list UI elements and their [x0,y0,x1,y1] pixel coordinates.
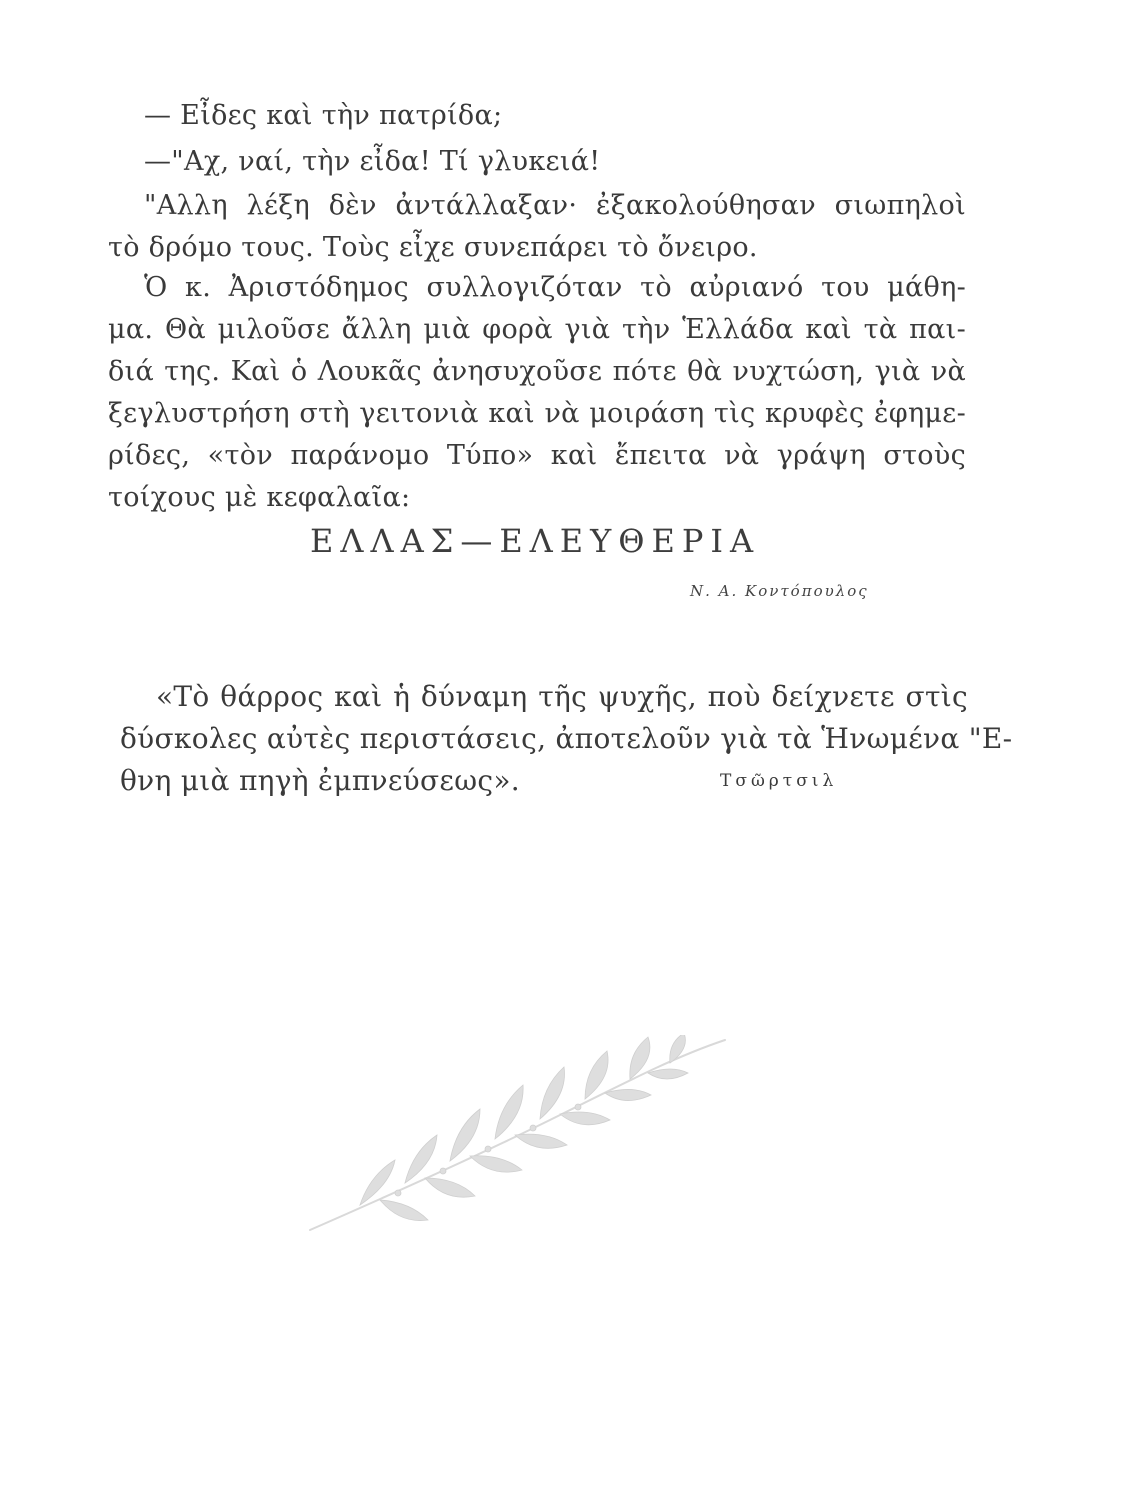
paragraph-2-line-1: Ὁ κ. Ἀριστόδημος συλλογιζόταν τὸ αὐριανό του μάθη- [144,272,966,303]
quote-line-3: θνη μιὰ πηγὴ ἐμπνεύσεως». [120,764,520,797]
quote-line-2: δύσκολες αὐτὲς περιστάσεις, ἀποτελοῦν γιὰ τὰ Ἡνωμένα "Ε- [120,722,1013,755]
quote-signature: Τσῶρτσιλ [720,771,838,791]
paragraph-2-line-3: διά της. Καὶ ὁ Λουκᾶς ἀνησυχοῦσε πότε θὰ νυχτώση, γιὰ νὰ [108,356,966,387]
slogan-heading: ΕΛΛΑΣ—ΕΛΕΥΘΕΡΙΑ [310,522,761,560]
quote-line-1: «Τὸ θάρρος καὶ ἡ δύναμη τῆς ψυχῆς, ποὺ δείχνετε στὶς [156,680,968,713]
paragraph-1-line-2: τὸ δρόμο τους. Τοὺς εἶχε συνεπάρει τὸ ὄνειρο. [108,232,758,263]
paragraph-2-line-5: ρίδες, «τὸν παράνομο Τύπο» καὶ ἔπειτα νὰ γράψη στοὺς [108,440,966,471]
paragraph-2-line-4: ξεγλυστρήση στὴ γειτονιὰ καὶ νὰ μοιράση τὶς κρυφὲς ἐφημε- [108,398,966,429]
dialogue-line-1: — Εἶδες καὶ τὴν πατρίδα; [144,100,503,131]
author-attribution: Ν. Α. Κοντόπουλος [690,582,869,600]
paragraph-1-line-1: "Αλλη λέξη δὲν ἀντάλλαξαν· ἐξακολούθησαν σιωπηλοὶ [144,190,966,221]
dialogue-line-2: —"Αχ, ναί, τὴν εἶδα! Τί γλυκειά! [144,146,601,177]
paragraph-2-line-6: τοίχους μὲ κεφαλαῖα: [108,482,411,513]
paragraph-2-line-2: μα. Θὰ μιλοῦσε ἄλλη μιὰ φορὰ γιὰ τὴν Ἑλλάδα καὶ τὰ παι- [108,314,966,345]
laurel-branch-icon [300,1035,730,1245]
